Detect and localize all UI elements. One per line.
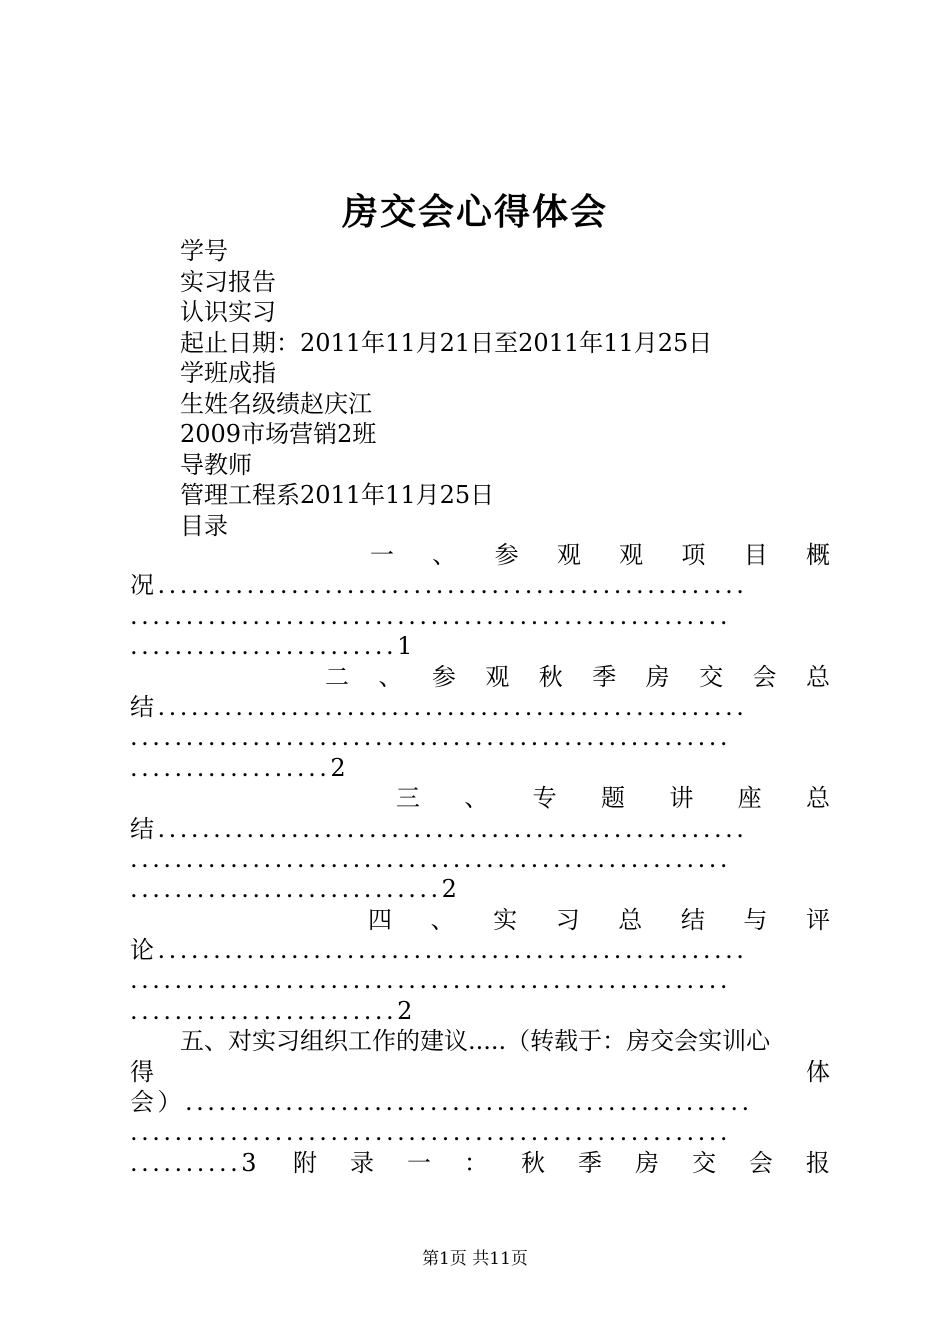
toc-heading: 目录: [180, 511, 228, 540]
toc-appendix-line: ..........3 附 录 一 ： 秋 季 房 交 会 报: [130, 1148, 830, 1177]
toc-item-2-heading: 二 、 参 观 秋 季 房 交 会 总: [325, 662, 830, 691]
toc-item-5-page: ..........3: [130, 1148, 261, 1177]
toc-item-4-heading: 四 、 实 习 总 结 与 评: [368, 905, 830, 934]
toc-item-4-page: ........................2: [130, 996, 416, 1025]
toc-item-3-dots: ......................................................: [130, 844, 731, 873]
toc-item-4-leader: 论.....................................................: [130, 936, 748, 965]
toc-item-5-split-line: 得 体: [130, 1057, 830, 1086]
toc-item-3-heading: 三 、 专 题 讲 座 总: [396, 784, 830, 813]
date-range-line: 起止日期：2011年11月21日至2011年11月25日: [180, 328, 713, 357]
toc-item-2-dots: ......................................................: [130, 723, 731, 752]
document-title: 房交会心得体会: [341, 191, 608, 233]
toc-item-3-leader: 结.....................................................: [130, 814, 748, 843]
instructor-line: 导教师: [180, 450, 252, 479]
class-line: 2009市场营销2班: [180, 420, 377, 448]
toc-item-2-page: ..................2: [130, 753, 350, 782]
toc-item-5-heading: 五、对实习组织工作的建议.....（转载于：房交会实训心: [180, 1027, 771, 1056]
toc-item-1-page: ........................1: [130, 632, 416, 661]
toc-item-1-leader: 况.....................................................: [130, 571, 748, 600]
student-id-line: 学号: [180, 237, 228, 265]
toc-item-1-heading: 一 、 参 观 观 项 目 概: [370, 541, 830, 569]
student-name-line: 生姓名级绩赵庆江: [180, 389, 372, 418]
class-grade-line: 学班成指: [180, 359, 276, 387]
header-info-block: [180, 236, 712, 541]
toc-item-5-leader: 会）...................................................: [130, 1088, 753, 1117]
toc-item-5-dots: ......................................................: [130, 1118, 731, 1147]
toc-item-2-leader: 结.....................................................: [130, 692, 748, 721]
department-date-line: 管理工程系2011年11月25日: [180, 481, 495, 509]
table-of-contents: [130, 540, 830, 1178]
toc-item-1-dots: ......................................................: [130, 601, 731, 630]
internship-type-line: 认识实习: [180, 298, 276, 326]
report-type-line: 实习报告: [180, 267, 276, 296]
toc-item-3-page: ............................2: [130, 875, 461, 904]
page-footer: 第1页 共11页: [422, 1249, 528, 1269]
toc-item-4-dots: ......................................................: [130, 966, 731, 995]
